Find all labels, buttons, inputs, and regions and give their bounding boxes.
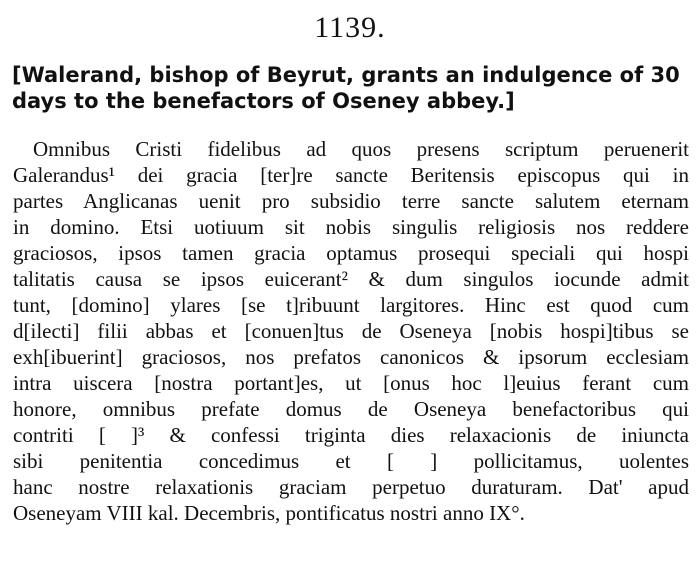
body-line: intra uiscera [nostra portant]es, ut [onus hoc l]euius ferant cum bbox=[13, 371, 689, 395]
body-line: tunt, [domino] ylares [se t]ribuunt largitores. Hinc est quod cum bbox=[13, 293, 689, 317]
body-line: d[ilecti] filii abbas et [conuen]tus de Oseneya [nobis hospi]tibus se bbox=[13, 319, 689, 343]
body-line: graciosos, ipsos tamen gracia optamus prosequi speciali qui hospi bbox=[13, 241, 689, 265]
body-line: honore, omnibus prefate domus de Oseneya benefactoribus qui bbox=[13, 397, 689, 421]
heading-line: days to the benefactors of Oseney abbey.] bbox=[12, 89, 515, 113]
body-line: Oseneyam VIII kal. Decembris, pontificatus nostri anno IX°. bbox=[13, 501, 525, 525]
body-line: Galerandus¹ dei gracia [ter]re sancte Beritensis episcopus qui in bbox=[13, 163, 689, 187]
body-line: sibi penitentia concedimus et [ ] pollicitamus, uolentes bbox=[13, 449, 689, 473]
body-line: talitatis causa se ipsos euicerant² & dum singulos iocunde admit bbox=[13, 267, 689, 291]
document-heading bbox=[12, 60, 688, 112]
body-line: Omnibus Cristi fidelibus ad quos presens scriptum peruenerit bbox=[33, 137, 689, 161]
document-body bbox=[13, 136, 689, 526]
body-line: hanc nostre relaxationis graciam perpetuo duraturam. Dat' apud bbox=[13, 475, 689, 499]
document-number: 1139. bbox=[314, 11, 386, 44]
heading-line: [Walerand, bishop of Beyrut, grants an indulgence of 30 bbox=[12, 63, 680, 87]
body-line: contriti [ ]³ & confessi triginta dies relaxacionis de iniuncta bbox=[13, 423, 689, 447]
body-line: exh[ibuerint] graciosos, nos prefatos canonicos & ipsorum ecclesiam bbox=[13, 345, 689, 369]
body-line: in domino. Etsi uotiuum sit nobis singulis religiosis nos reddere bbox=[13, 215, 689, 239]
body-line: partes Anglicanas uenit pro subsidio terre sancte salutem eternam bbox=[13, 189, 689, 213]
